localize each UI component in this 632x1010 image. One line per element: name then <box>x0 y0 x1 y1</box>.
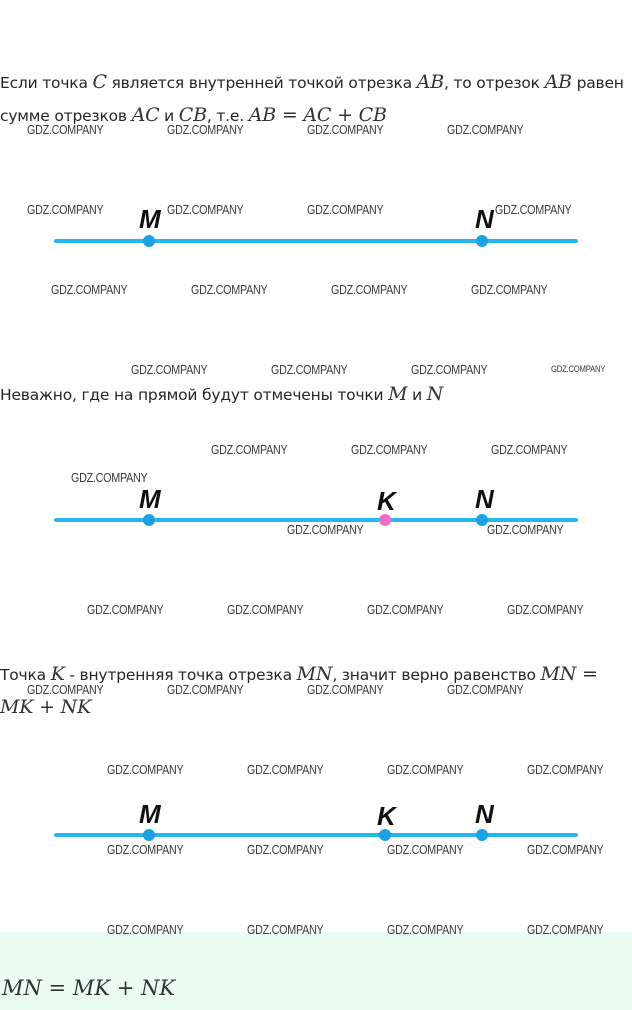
watermark: GDZ.COMPANY <box>247 923 324 937</box>
label-m: M <box>139 204 161 234</box>
watermark: GDZ.COMPANY <box>167 123 244 137</box>
watermark: GDZ.COMPANY <box>331 283 408 297</box>
watermark: GDZ.COMPANY <box>27 123 104 137</box>
watermark: GDZ.COMPANY <box>27 683 104 697</box>
watermark: GDZ.COMPANY <box>447 683 524 697</box>
watermark: GDZ.COMPANY <box>351 443 428 457</box>
watermark: GDZ.COMPANY <box>527 763 604 777</box>
math-var: AB <box>416 71 444 93</box>
text: и <box>159 107 179 125</box>
watermark: GDZ.COMPANY <box>551 364 606 374</box>
watermark: GDZ.COMPANY <box>287 523 364 537</box>
watermark: GDZ.COMPANY <box>387 923 464 937</box>
watermark: GDZ.COMPANY <box>307 123 384 137</box>
watermark: GDZ.COMPANY <box>307 203 384 217</box>
math-var: K <box>50 663 65 685</box>
math-var: AB <box>544 71 572 93</box>
text: равен сумме отрезков <box>0 74 624 125</box>
watermark: GDZ.COMPANY <box>107 763 184 777</box>
watermark: GDZ.COMPANY <box>527 843 604 857</box>
math-formula: MN = MK + NK <box>0 663 598 718</box>
watermark: GDZ.COMPANY <box>51 283 128 297</box>
watermark: GDZ.COMPANY <box>227 603 304 617</box>
watermark: GDZ.COMPANY <box>247 843 324 857</box>
watermark: GDZ.COMPANY <box>71 471 148 485</box>
watermark: GDZ.COMPANY <box>307 683 384 697</box>
watermark: GDZ.COMPANY <box>367 603 444 617</box>
label-m: M <box>139 484 161 514</box>
text: Неважно, где на прямой будут отмечены точки <box>0 386 389 404</box>
text: , т.е. <box>206 107 249 125</box>
watermark: GDZ.COMPANY <box>27 203 104 217</box>
math-var: AC <box>131 104 160 126</box>
point-m <box>143 514 155 526</box>
math-var: MN <box>296 663 333 685</box>
watermark: GDZ.COMPANY <box>387 843 464 857</box>
math-var: N <box>426 383 444 405</box>
watermark: GDZ.COMPANY <box>87 603 164 617</box>
point-n <box>476 829 488 841</box>
segment-figure-1 <box>0 190 632 260</box>
text: и <box>407 386 427 404</box>
point-m <box>143 829 155 841</box>
point-n <box>476 235 488 247</box>
text: является внутренней точкой отрезка <box>106 74 417 92</box>
text: Если точка <box>0 74 93 92</box>
watermark: GDZ.COMPANY <box>387 763 464 777</box>
watermark: GDZ.COMPANY <box>107 843 184 857</box>
label-m: M <box>139 799 161 829</box>
watermark: GDZ.COMPANY <box>495 203 572 217</box>
watermark: GDZ.COMPANY <box>411 363 488 377</box>
math-var: C <box>92 71 107 93</box>
text: Точка <box>0 666 51 684</box>
text: - внутренняя точка отрезка <box>64 666 297 684</box>
point-m <box>143 235 155 247</box>
watermark: GDZ.COMPANY <box>507 603 584 617</box>
watermark: GDZ.COMPANY <box>487 523 564 537</box>
label-n: N <box>475 799 494 829</box>
math-var: M <box>388 383 408 405</box>
watermark: GDZ.COMPANY <box>211 443 288 457</box>
watermark: GDZ.COMPANY <box>167 683 244 697</box>
label-k: K <box>377 486 396 516</box>
watermark: GDZ.COMPANY <box>471 283 548 297</box>
label-k: K <box>377 801 396 831</box>
math-var: CB <box>178 104 207 126</box>
watermark: GDZ.COMPANY <box>527 923 604 937</box>
watermark: GDZ.COMPANY <box>191 283 268 297</box>
text: , то отрезок <box>443 74 545 92</box>
text: , значит верно равенство <box>332 666 541 684</box>
paragraph-points <box>0 378 626 411</box>
label-n: N <box>475 484 494 514</box>
watermark: GDZ.COMPANY <box>447 123 524 137</box>
label-n: N <box>475 204 494 234</box>
math-formula: AB = AC + CB <box>248 104 387 126</box>
watermark: GDZ.COMPANY <box>167 203 244 217</box>
watermark: GDZ.COMPANY <box>491 443 568 457</box>
answer-formula: MN = MK + NK <box>2 976 176 1000</box>
watermark: GDZ.COMPANY <box>107 923 184 937</box>
watermark: GDZ.COMPANY <box>247 763 324 777</box>
watermark: GDZ.COMPANY <box>131 363 208 377</box>
watermark: GDZ.COMPANY <box>271 363 348 377</box>
